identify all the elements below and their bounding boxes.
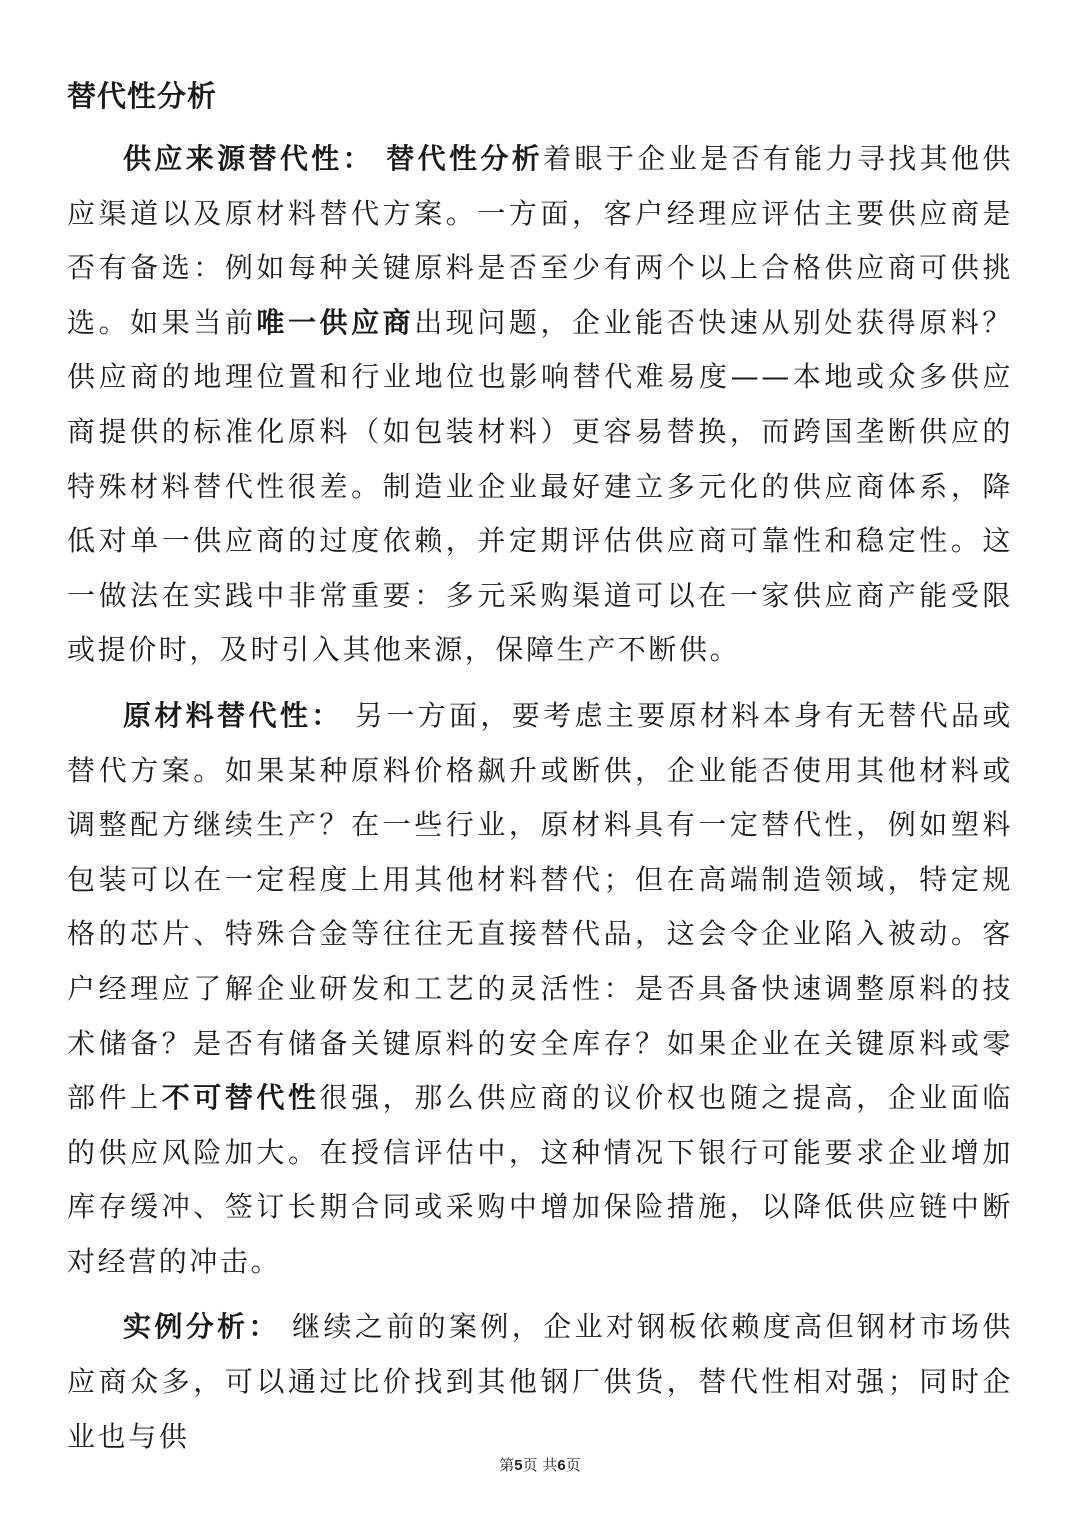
paragraph-text: 很强，那么供应商的议价权也随之提高，企业面临的供应风险加大。在授信评估中，这种情况下银行可能要求企业增加库存缓冲、签订长期合同或采购中增加保险措施，以降低供应链中断对经营的冲击。 [67,1081,1013,1278]
bold-term: 不可替代性 [161,1081,320,1115]
total-pages-number: 6 [557,1457,566,1474]
section-heading: 替代性分析 [67,79,218,113]
paragraph-text: 着眼于企业是否有能力寻找其他供应渠道以及原材料替代方案。一方面，客户经理应评估主要供应商是否有备选：例如每种关键原料是否至少有两个以上合格供应商可供挑选。如果当前 [67,142,1013,339]
current-page-number: 5 [514,1457,523,1474]
paragraph-label: 原材料替代性： [123,698,343,732]
body-text [67,132,1013,1475]
footer-middle: 页 共 [522,1456,558,1474]
paragraph-label: 供应来源替代性： [123,142,374,175]
paragraph-material-substitution [67,689,1013,1290]
paragraph-label: 实例分析： [123,1310,280,1344]
bold-term: 唯一供应商 [256,305,415,339]
paragraph-supply-source [67,132,1013,678]
paragraph-text: 出现问题，企业能否快速从别处获得原料？供应商的地理位置和行业地位也影响替代难易度——本地或众多供应商提供的标准化原料（如包装材料）更容易替换，而跨国垄断供应的特殊材料替代性很差。制造业企业最好建立多元化的供应商体系，降低对单一供应商的过度依赖，并定期评估供应商可靠性和稳定性。这一做法在实践中非常重要：多元采购渠道可以在一家供应商产能受限或提价时，及时引入其他来源，保障生产不断供。 [67,305,1013,667]
footer-prefix: 第 [499,1456,515,1474]
page-footer [0,1454,1080,1475]
footer-suffix: 页 [565,1456,581,1474]
bold-term: 替代性分析 [386,142,544,175]
paragraph-text: 另一方面，要考虑主要原材料本身有无替代品或替代方案。如果某种原料价格飙升或断供，企业能否使用其他材料或调整配方继续生产？在一些行业，原材料具有一定替代性，例如塑料包装可以在一定程度上用其他材料替代；但在高端制造领域，特定规格的芯片、特殊合金等往往无直接替代品，这会令企业陷入被动。客户经理应了解企业研发和工艺的灵活性：是否具备快速调整原料的技术储备？是否有储备关键原料的安全库存？如果企业在关键原料或零部件上 [67,698,1013,1115]
paragraph-case-study [67,1300,1013,1464]
paragraph-text: 继续之前的案例，企业对钢板依赖度高但钢材市场供应商众多，可以通过比价找到其他钢厂供货，替代性相对强；同时企业也与供 [67,1310,1013,1453]
